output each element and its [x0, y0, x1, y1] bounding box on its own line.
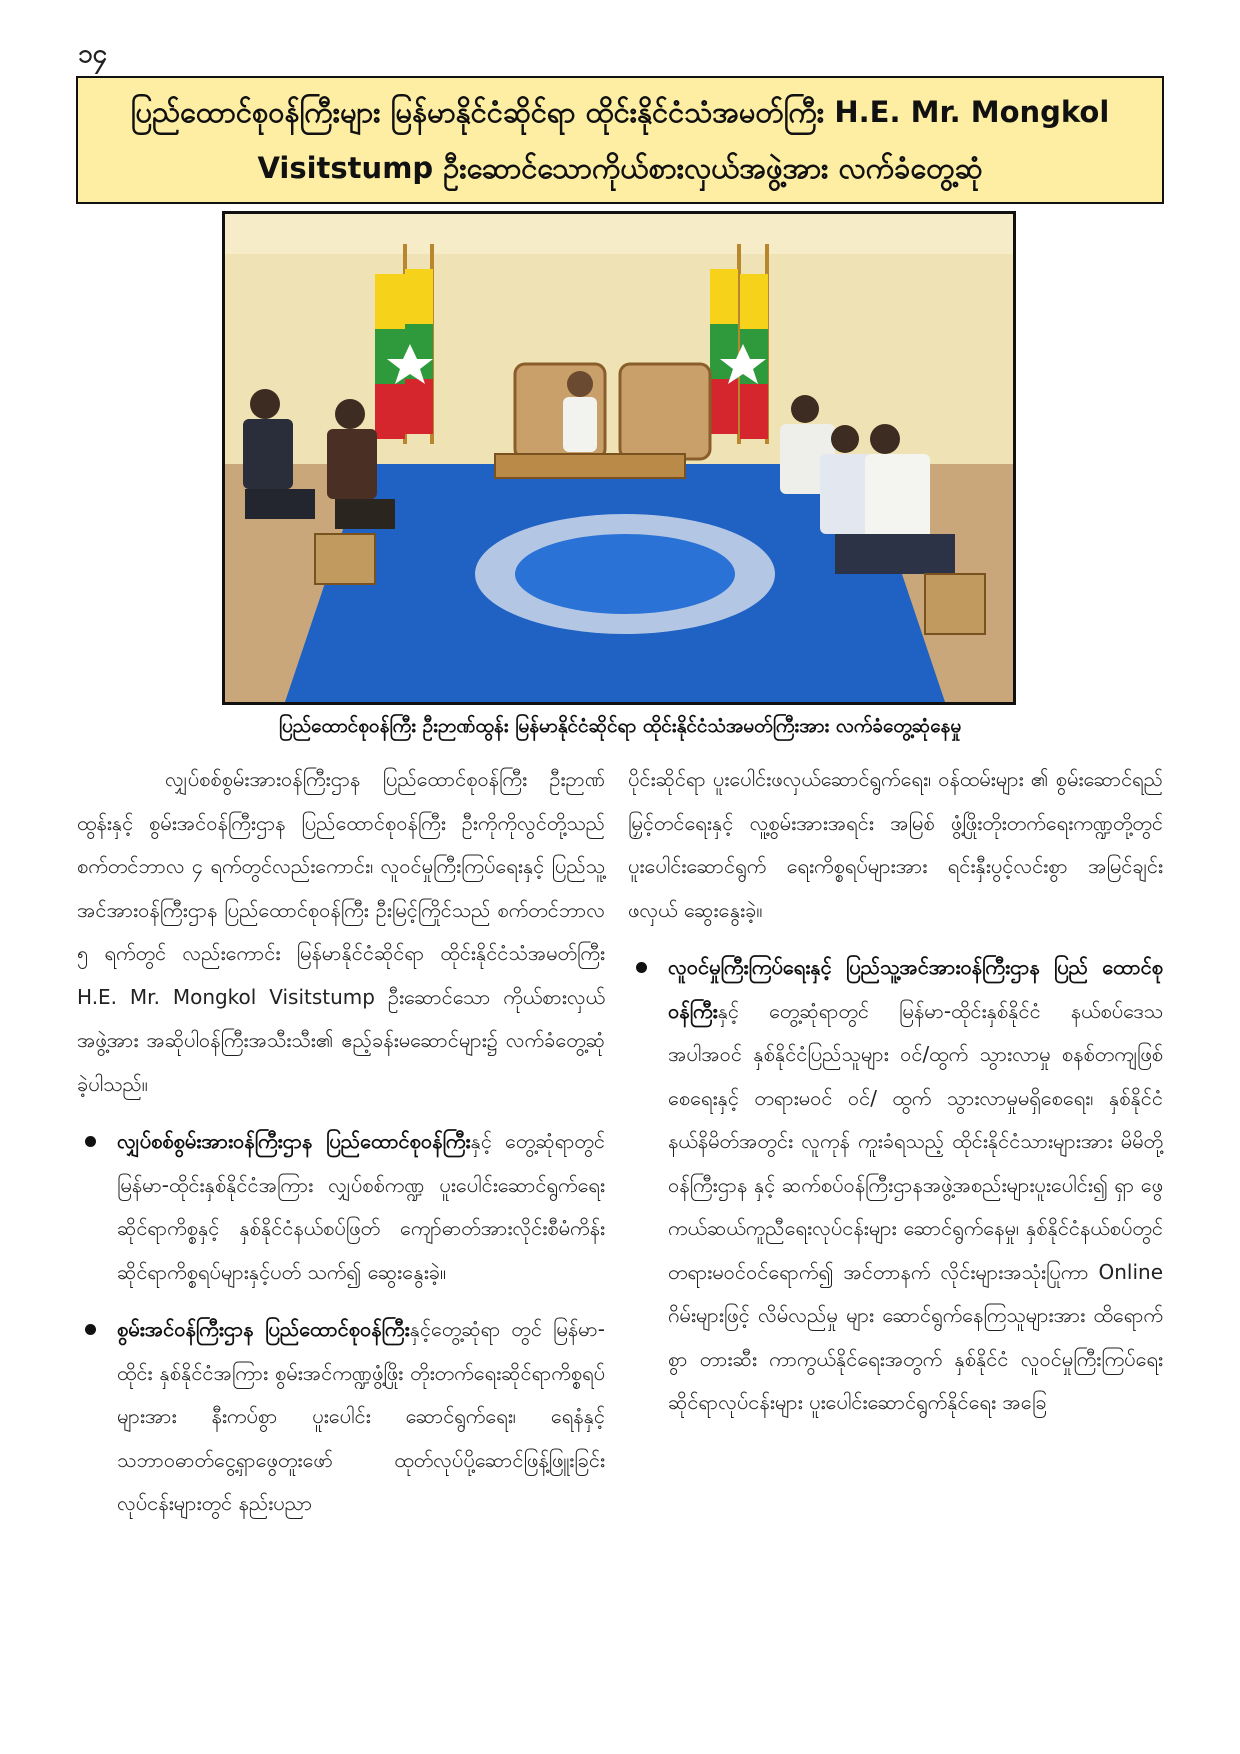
page-title: ပြည်ထောင်စုဝန်ကြီးများ မြန်မာနိုင်ငံဆိုင်ရာ ထိုင်းနိုင်ငံသံအမတ်ကြီး H.E. Mr. Mongkol Visitstump ဦးဆောင်သောကိုယ်စားလှယ်အဖွဲ့အား လက်ခံတွေ့ဆုံ [130, 95, 1110, 185]
meeting-photo-illustration [225, 214, 1013, 702]
bullet-immigration-heading: လူဝင်မှုကြီးကြပ်ရေးနှင့် ပြည်သူ့အင်အားဝန်ကြီးဌာန ပြည် ထောင်စုဝန်ကြီး [668, 955, 1163, 1023]
bullet-energy-heading: စွမ်းအင်ဝန်ကြီးဌာန ပြည်ထောင်စုဝန်ကြီး [117, 1317, 410, 1341]
sofa-center-right [620, 364, 710, 459]
left-column [77, 758, 605, 1526]
side-table-right [925, 574, 985, 634]
bullet-dot-icon [85, 1136, 96, 1147]
continuation-paragraph: ပိုင်းဆိုင်ရာ ပူးပေါင်းဖလှယ်ဆောင်ရွက်ရေး၊ ဝန်ထမ်းများ ၏ စွမ်းဆောင်ရည်မြှင့်တင်ရေးနှင့် လူ့စွမ်းအားအရင်း အမြစ် ဖွံ့ဖြိုးတိုးတက်ရေးကဏ္ဍတို့တွင် ပူးပေါင်းဆောင်ရွက် ရေးကိစ္စရပ်များအား ရင်းနှီးပွင့်လင်းစွာ အမြင်ချင်းဖလှယ် ဆွေးနွေးခဲ့။ [628, 767, 1163, 922]
bullet-electricity-heading: လျှပ်စစ်စွမ်းအားဝန်ကြီးဌာန ပြည်ထောင်စုဝန်ကြီး [117, 1129, 471, 1153]
photo-caption: ပြည်ထောင်စုဝန်ကြီး ဦးဉာဏ်ထွန်း မြန်မာနိုင်ငံဆိုင်ရာ ထိုင်းနိုင်ငံသံအမတ်ကြီးအား လက်ခံတွေ့ဆုံနေမှု [278, 715, 962, 737]
side-table-left [315, 534, 375, 584]
page-number: ၁၄ [78, 39, 108, 69]
bullet-electricity [77, 1120, 605, 1294]
bullet-immigration-text: နှင့် တွေ့ဆုံရာတွင် မြန်မာ-ထိုင်းနှစ်နိုင်ငံ နယ်စပ်ဒေသအပါအဝင် နှစ်နိုင်ငံပြည်သူများ ဝင်/ထွက် သွားလာမှု စနစ်တကျဖြစ်စေရေးနှင့် တရားမဝင် ဝင်/ ထွက် သွားလာမှုမရှိစေရေး၊ နှစ်နိုင်ငံနယ်နိမိတ်အတွင်း လူကုန် ကူးခံရသည့် ထိုင်းနိုင်ငံသားများအား မိမိတို့ဝန်ကြီးဌာန နှင့် ဆက်စပ်ဝန်ကြီးဌာနအဖွဲ့အစည်းများပူးပေါင်း၍ ရှာ ဖွေကယ်ဆယ်ကူညီရေးလုပ်ငန်းများ ဆောင်ရွက်နေမှု၊ နှစ်နိုင်ငံနယ်စပ်တွင် တရားမဝင်ဝင်ရောက်၍ အင်တာနက် လိုင်းများအသုံးပြုကာ Online ဂိမ်းများဖြင့် လိမ်လည်မှု များ ဆောင်ရွက်နေကြသူများအား ထိရောက်စွာ တားဆီး ကာကွယ်နိုင်ရေးအတွက် နှစ်နိုင်ငံ လူဝင်မှုကြီးကြပ်ရေး ဆိုင်ရာလုပ်ငန်းများ ပူးပေါင်းဆောင်ရွက်နိုင်ရေး အခြေ [668, 998, 1163, 1414]
bullet-dot-icon [85, 1324, 96, 1335]
flag-right [710, 244, 769, 444]
flag-left [375, 244, 434, 444]
center-table [495, 454, 685, 478]
title-banner [76, 76, 1164, 204]
bullet-dot-icon [636, 962, 647, 973]
person-center [563, 397, 597, 452]
bullet-electricity-text: နှင့် တွေ့ဆုံရာတွင် မြန်မာ-ထိုင်းနှစ်နိုင်ငံအကြား လျှပ်စစ်ကဏ္ဍ ပူးပေါင်းဆောင်ရွက်ရေးဆိုင်ရာကိစ္စနှင့် နှစ်နိုင်ငံနယ်စပ်ဖြတ် ကျော်ဓာတ်အားလိုင်းစီမံကိန်းဆိုင်ရာကိစ္စရပ်များနှင့်ပတ် သက်၍ ဆွေးနွေးခဲ့။ [117, 1129, 605, 1284]
intro-paragraph: လျှပ်စစ်စွမ်းအားဝန်ကြီးဌာန ပြည်ထောင်စုဝန်ကြီး ဦးဉာဏ်ထွန်းနှင့် စွမ်းအင်ဝန်ကြီးဌာန ပြည်ထောင်စုဝန်ကြီး ဦးကိုကိုလွင်တို့သည် စက်တင်ဘာလ ၄ ရက်တွင်လည်းကောင်း၊ လူဝင်မှုကြီးကြပ်ရေးနှင့် ပြည်သူ့အင်အားဝန်ကြီးဌာန ပြည်ထောင်စုဝန်ကြီး ဦးမြင့်ကြိုင်သည် စက်တင်ဘာလ ၅ ရက်တွင် လည်းကောင်း မြန်မာနိုင်ငံဆိုင်ရာ ထိုင်းနိုင်ငံသံအမတ်ကြီး H.E. Mr. Mongkol Visitstump ဦးဆောင်သော ကိုယ်စားလှယ် အဖွဲ့အား အဆိုပါဝန်ကြီးအသီးသီး၏ ဧည့်ခန်းမဆောင်များ၌ လက်ခံတွေ့ဆုံခဲ့ပါသည်။ [77, 767, 605, 1096]
bullet-energy-text: နှင့်တွေ့ဆုံရာ တွင် မြန်မာ-ထိုင်း နှစ်နိုင်ငံအကြား စွမ်းအင်ကဏ္ဍဖွံ့ဖြိုး တိုးတက်ရေးဆိုင်ရာကိစ္စရပ်များအား နီးကပ်စွာ ပူးပေါင်း ဆောင်ရွက်ရေး၊ ရေနံနှင့်သဘာဝဓာတ်ငွေ့ရှာဖွေတူးဖော် ထုတ်လုပ်ပို့ဆောင်ဖြန့်ဖြူးခြင်းလုပ်ငန်းများတွင် နည်းပညာ [117, 1317, 605, 1515]
bullet-immigration [628, 946, 1163, 1425]
bullet-energy [77, 1308, 605, 1526]
right-column [628, 758, 1163, 1425]
meeting-photo [222, 211, 1016, 705]
